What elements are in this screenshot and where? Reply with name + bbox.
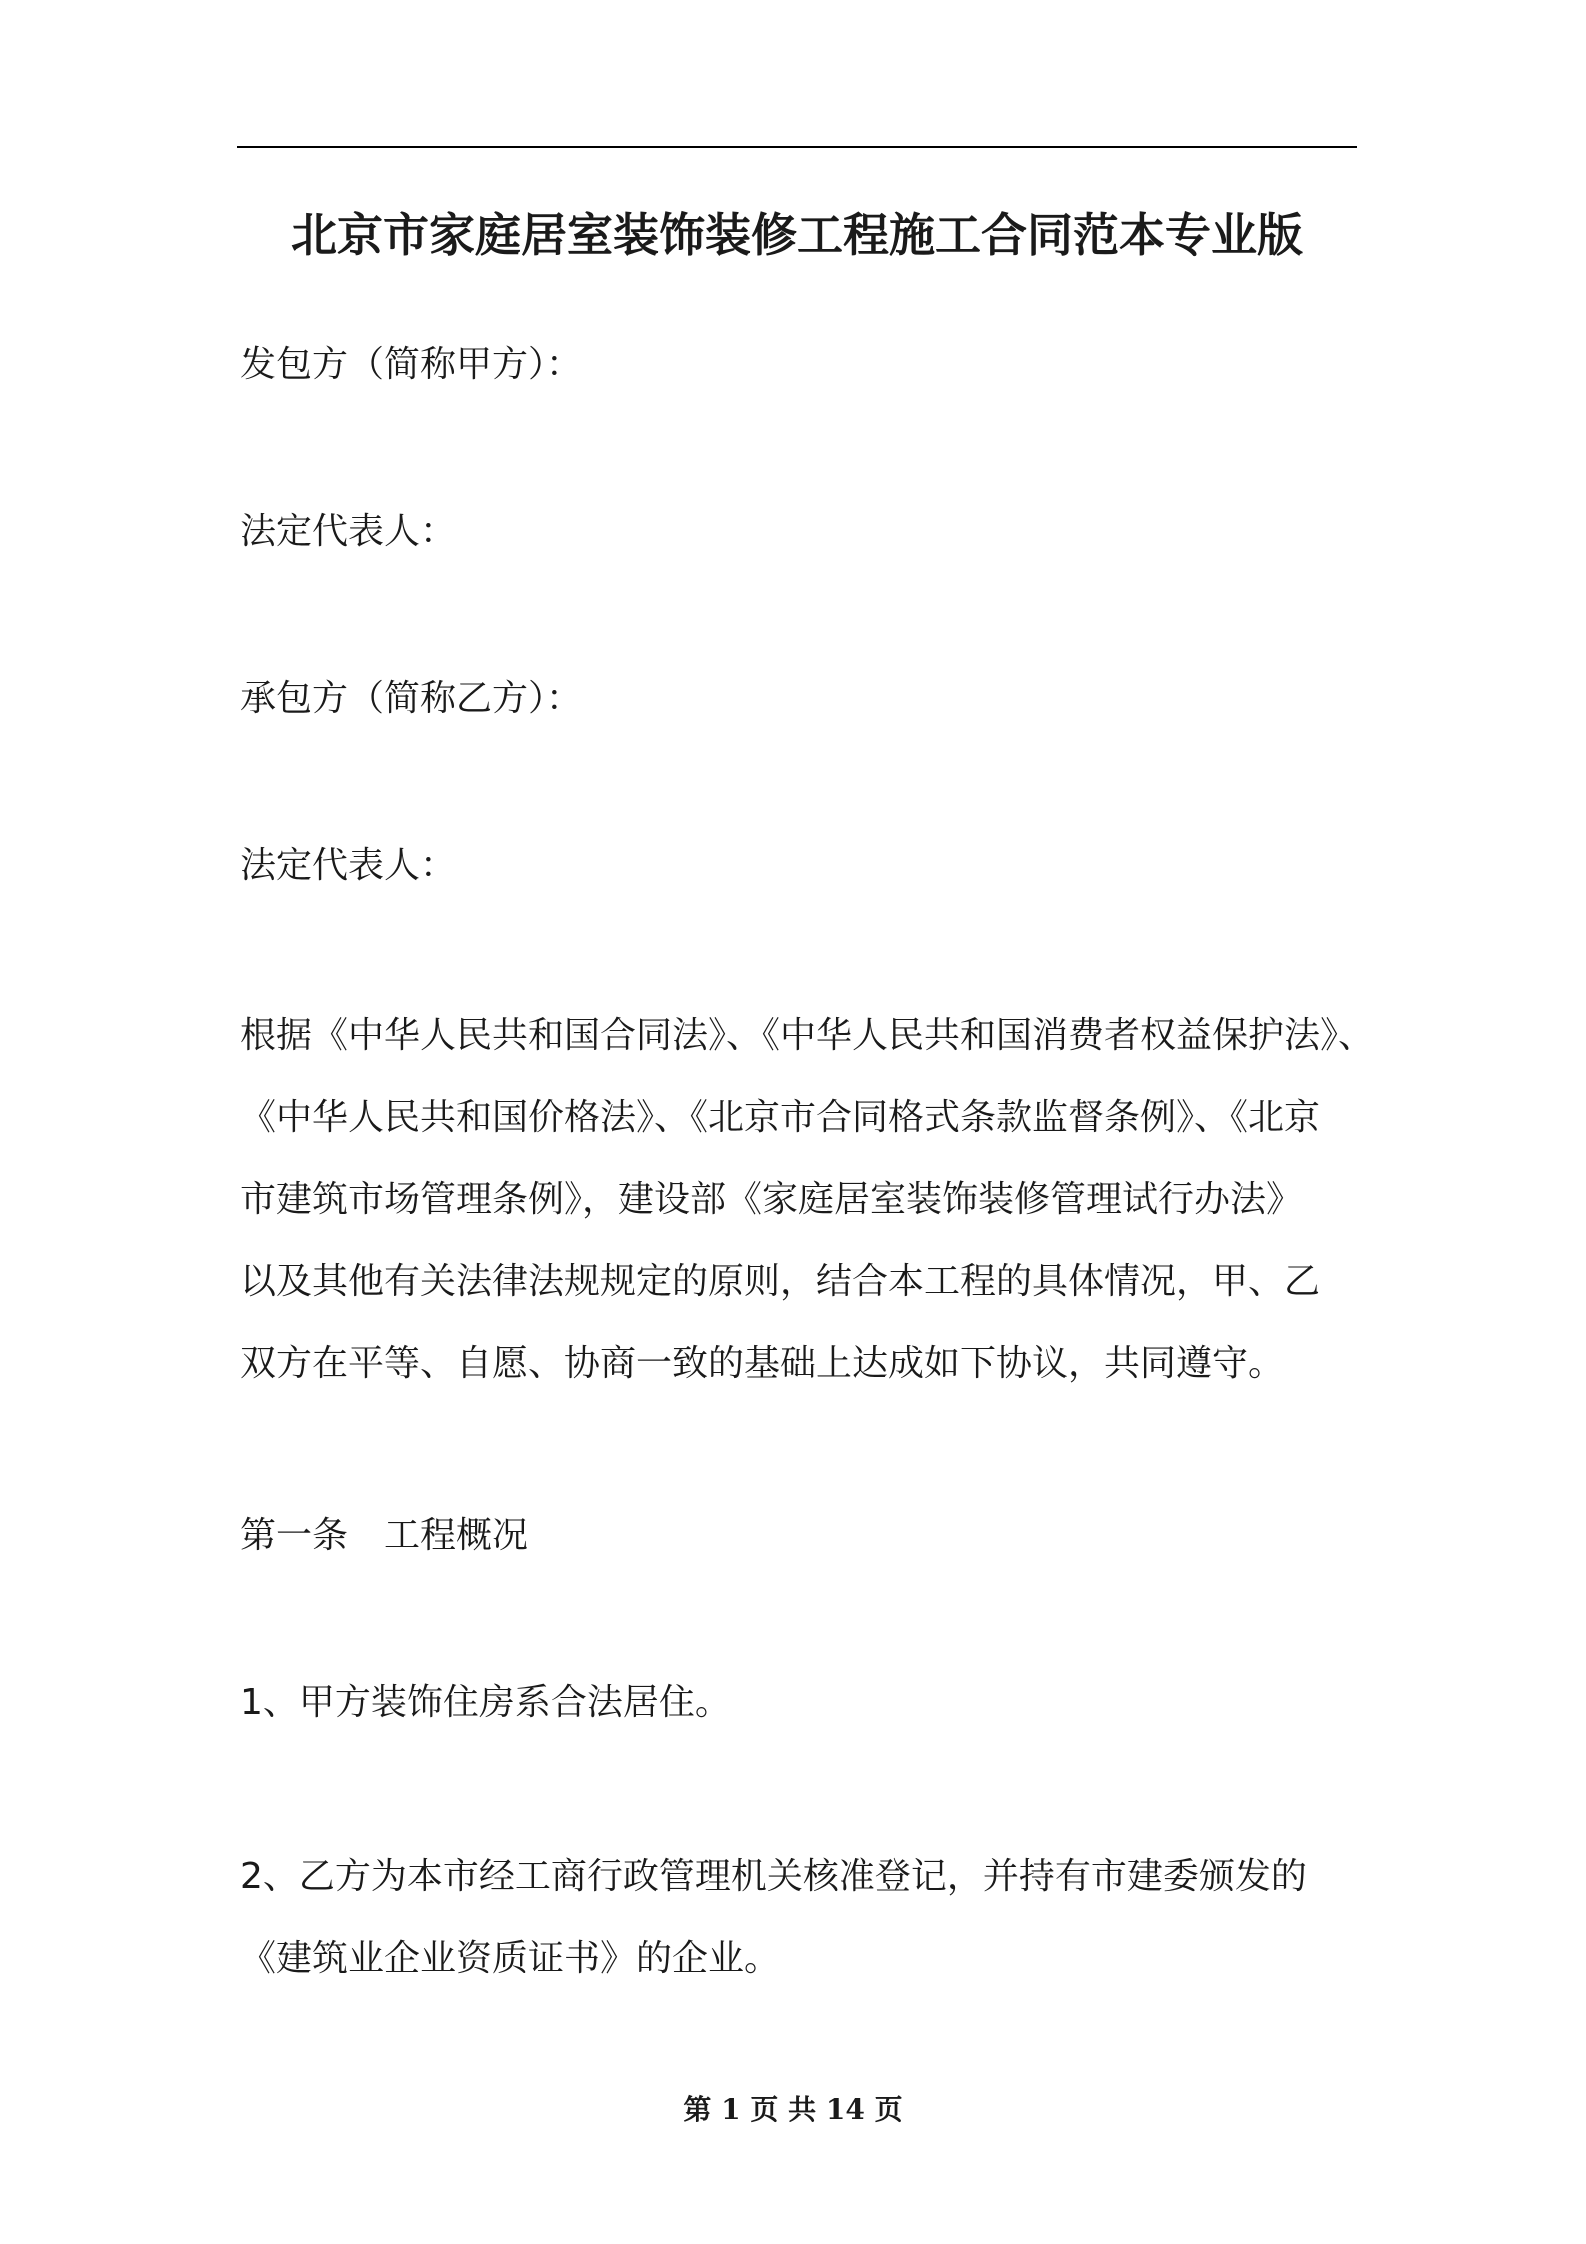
party-b-representative-field: 法定代表人： bbox=[240, 845, 457, 886]
party-a-field: 发包方（简称甲方）： bbox=[240, 344, 583, 385]
preamble-paragraph bbox=[240, 995, 1375, 1405]
article-1-heading: 第一条 工程概况 bbox=[240, 1515, 529, 1556]
preamble-line: 以及其他有关法律法规规定的原则，结合本工程的具体情况，甲、乙 bbox=[240, 1261, 1321, 1302]
document-title: 北京市家庭居室装饰装修工程施工合同范本专业版 bbox=[291, 208, 1303, 262]
article-1-item-1: 1、甲方装饰住房系合法居住。 bbox=[240, 1682, 731, 1723]
preamble-line: 双方在平等、自愿、协商一致的基础上达成如下协议，共同遵守。 bbox=[240, 1343, 1285, 1384]
header-rule bbox=[237, 146, 1357, 148]
item-2-line: 2、乙方为本市经工商行政管理机关核准登记，并持有市建委颁发的 bbox=[240, 1856, 1307, 1897]
preamble-line: 《中华人民共和国价格法》、《北京市合同格式条款监督条例》、《北京 bbox=[240, 1097, 1321, 1138]
preamble-line: 根据《中华人民共和国合同法》、《中华人民共和国消费者权益保护法》、 bbox=[240, 1015, 1375, 1056]
party-a-representative-field: 法定代表人： bbox=[240, 511, 457, 552]
party-b-field: 承包方（简称乙方）： bbox=[240, 678, 583, 719]
item-2-line: 《建筑业企业资质证书》的企业。 bbox=[240, 1938, 781, 1979]
preamble-line: 市建筑市场管理条例》，建设部《家庭居室装饰装修管理试行办法》 bbox=[240, 1179, 1303, 1220]
article-1-item-2 bbox=[240, 1836, 1370, 2000]
page-number-footer: 第 1 页 共 14 页 bbox=[683, 2093, 903, 2126]
